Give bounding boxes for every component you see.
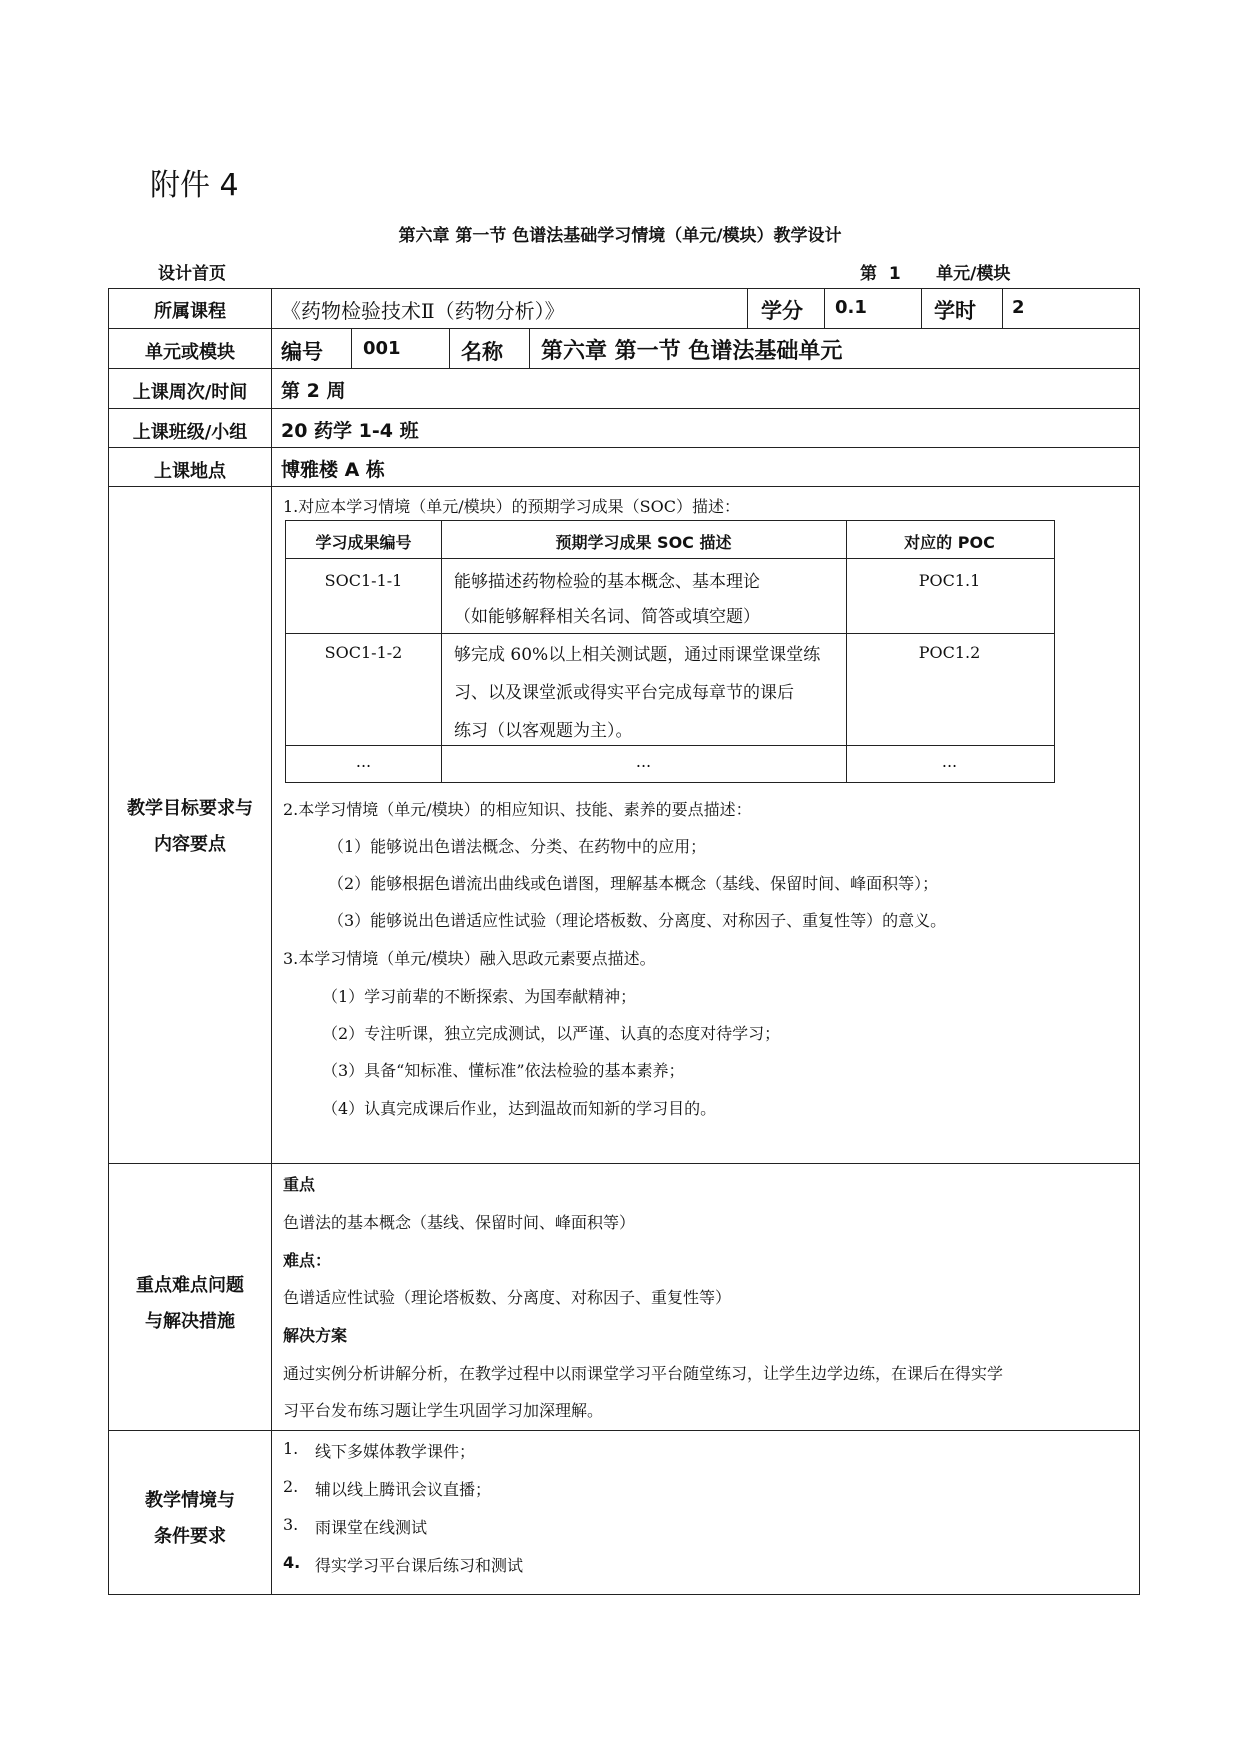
condition-1-num: 1.	[283, 1439, 299, 1458]
unit-number-label: 编号	[281, 340, 323, 364]
section3-item-3: （3）具备“知标准、懂标准”依法检验的基本素养；	[322, 1061, 685, 1080]
soc-row-2-desc-line3: 练习（以客观题为主）。	[454, 721, 633, 741]
objectives-section2: 2.本学习情境（单元/模块）的相应知识、技能、素养的要点描述：	[283, 800, 752, 819]
keypoints-label-line1: 重点难点问题	[136, 1275, 244, 1296]
unit-label: 单元或模块	[145, 342, 235, 363]
condition-2-num: 2.	[283, 1477, 299, 1496]
header-left: 设计首页	[158, 264, 226, 284]
soc-header-desc: 预期学习成果 SOC 描述	[555, 533, 732, 552]
credit-label: 学分	[761, 299, 803, 323]
section3-item-4: （4）认真完成课后作业，达到温故而知新的学习目的。	[322, 1099, 717, 1118]
soc-row-2-id: SOC1-1-2	[324, 643, 403, 662]
section2-item-2: （2）能够根据色谱流出曲线或色谱图，理解基本概念（基线、保留时间、峰面积等）；	[328, 874, 939, 893]
soc-row-3-poc: ...	[941, 752, 958, 771]
soc-row-2-poc: POC1.2	[918, 643, 981, 662]
section2-item-1: （1）能够说出色谱法概念、分类、在药物中的应用；	[328, 837, 707, 856]
week-value: 第 2 周	[281, 380, 346, 402]
objectives-section3: 3.本学习情境（单元/模块）融入思政元素要点描述。	[283, 949, 656, 968]
condition-2-text: 辅以线上腾讯会议直播；	[315, 1480, 492, 1499]
objectives-label-line2: 内容要点	[154, 834, 226, 855]
soc-header-id: 学习成果编号	[315, 533, 412, 552]
soc-header-poc: 对应的 POC	[904, 533, 995, 552]
soc-row-1-desc-line1: 能够描述药物检验的基本概念、基本理论	[454, 572, 760, 592]
hours-value: 2	[1012, 297, 1025, 318]
solution-line-1: 通过实例分析讲解分析，在教学过程中以雨课堂学习平台随堂练习，让学生边学边练，在课后在得实学	[283, 1364, 1004, 1383]
location-value: 博雅楼 A 栋	[281, 459, 385, 481]
condition-4-text: 得实学习平台课后练习和测试	[315, 1556, 524, 1575]
hard-text: 色谱适应性试验（理论塔板数、分离度、对称因子、重复性等）	[283, 1288, 732, 1307]
credit-value: 0.1	[835, 297, 867, 318]
week-label: 上课周次/时间	[132, 382, 248, 403]
course-value: 《药物检验技术Ⅱ（药物分析）》	[281, 299, 565, 323]
conditions-label-line1: 教学情境与	[145, 1490, 235, 1511]
key-title: 重点	[283, 1175, 316, 1194]
header-right: 第 1 单元/模块	[860, 264, 1011, 284]
location-label: 上课地点	[154, 461, 226, 482]
hard-title: 难点：	[283, 1251, 332, 1270]
soc-row-3-id: ...	[355, 752, 372, 771]
annex-label: 附件 4	[150, 168, 239, 203]
condition-3-num: 3.	[283, 1515, 299, 1534]
soc-row-1-id: SOC1-1-1	[324, 571, 403, 590]
soc-row-1-desc-line2: （如能够解释相关名词、简答或填空题）	[454, 607, 760, 627]
class-value: 20 药学 1-4 班	[281, 420, 419, 442]
section3-item-2: （2）专注听课，独立完成测试，以严谨、认真的态度对待学习；	[322, 1024, 781, 1043]
conditions-label-line2: 条件要求	[154, 1526, 226, 1547]
soc-row-2-desc-line1: 够完成 60%以上相关测试题，通过雨课堂课堂练	[454, 645, 821, 665]
soc-row-2-desc-line2: 习、以及课堂派或得实平台完成每章节的课后	[454, 683, 794, 703]
soc-table	[285, 520, 1055, 783]
keypoints-label-line2: 与解决措施	[145, 1311, 235, 1332]
unit-name-label: 名称	[461, 340, 503, 364]
condition-4-num: 4.	[283, 1553, 301, 1572]
unit-name-value: 第六章 第一节 色谱法基础单元	[541, 339, 843, 364]
soc-row-3-desc: ...	[635, 752, 652, 771]
solution-title: 解决方案	[283, 1326, 348, 1345]
class-label: 上课班级/小组	[132, 422, 248, 443]
hours-label: 学时	[934, 299, 976, 323]
design-table	[108, 288, 1140, 1595]
condition-3-text: 雨课堂在线测试	[315, 1518, 428, 1537]
solution-line-2: 习平台发布练习题让学生巩固学习加深理解。	[283, 1401, 604, 1420]
objectives-intro: 1.对应本学习情境（单元/模块）的预期学习成果（SOC）描述：	[283, 497, 740, 516]
key-text: 色谱法的基本概念（基线、保留时间、峰面积等）	[283, 1213, 636, 1232]
condition-1-text: 线下多媒体教学课件；	[315, 1442, 476, 1461]
document-title: 第六章 第一节 色谱法基础学习情境（单元/模块）教学设计	[398, 226, 842, 246]
section2-item-3: （3）能够说出色谱适应性试验（理论塔板数、分离度、对称因子、重复性等）的意义。	[328, 911, 947, 930]
unit-number-value: 001	[363, 338, 401, 359]
course-label: 所属课程	[154, 301, 226, 322]
objectives-label-line1: 教学目标要求与	[127, 798, 253, 819]
soc-row-1-poc: POC1.1	[918, 571, 981, 590]
section3-item-1: （1）学习前辈的不断探索、为国奉献精神；	[322, 987, 637, 1006]
